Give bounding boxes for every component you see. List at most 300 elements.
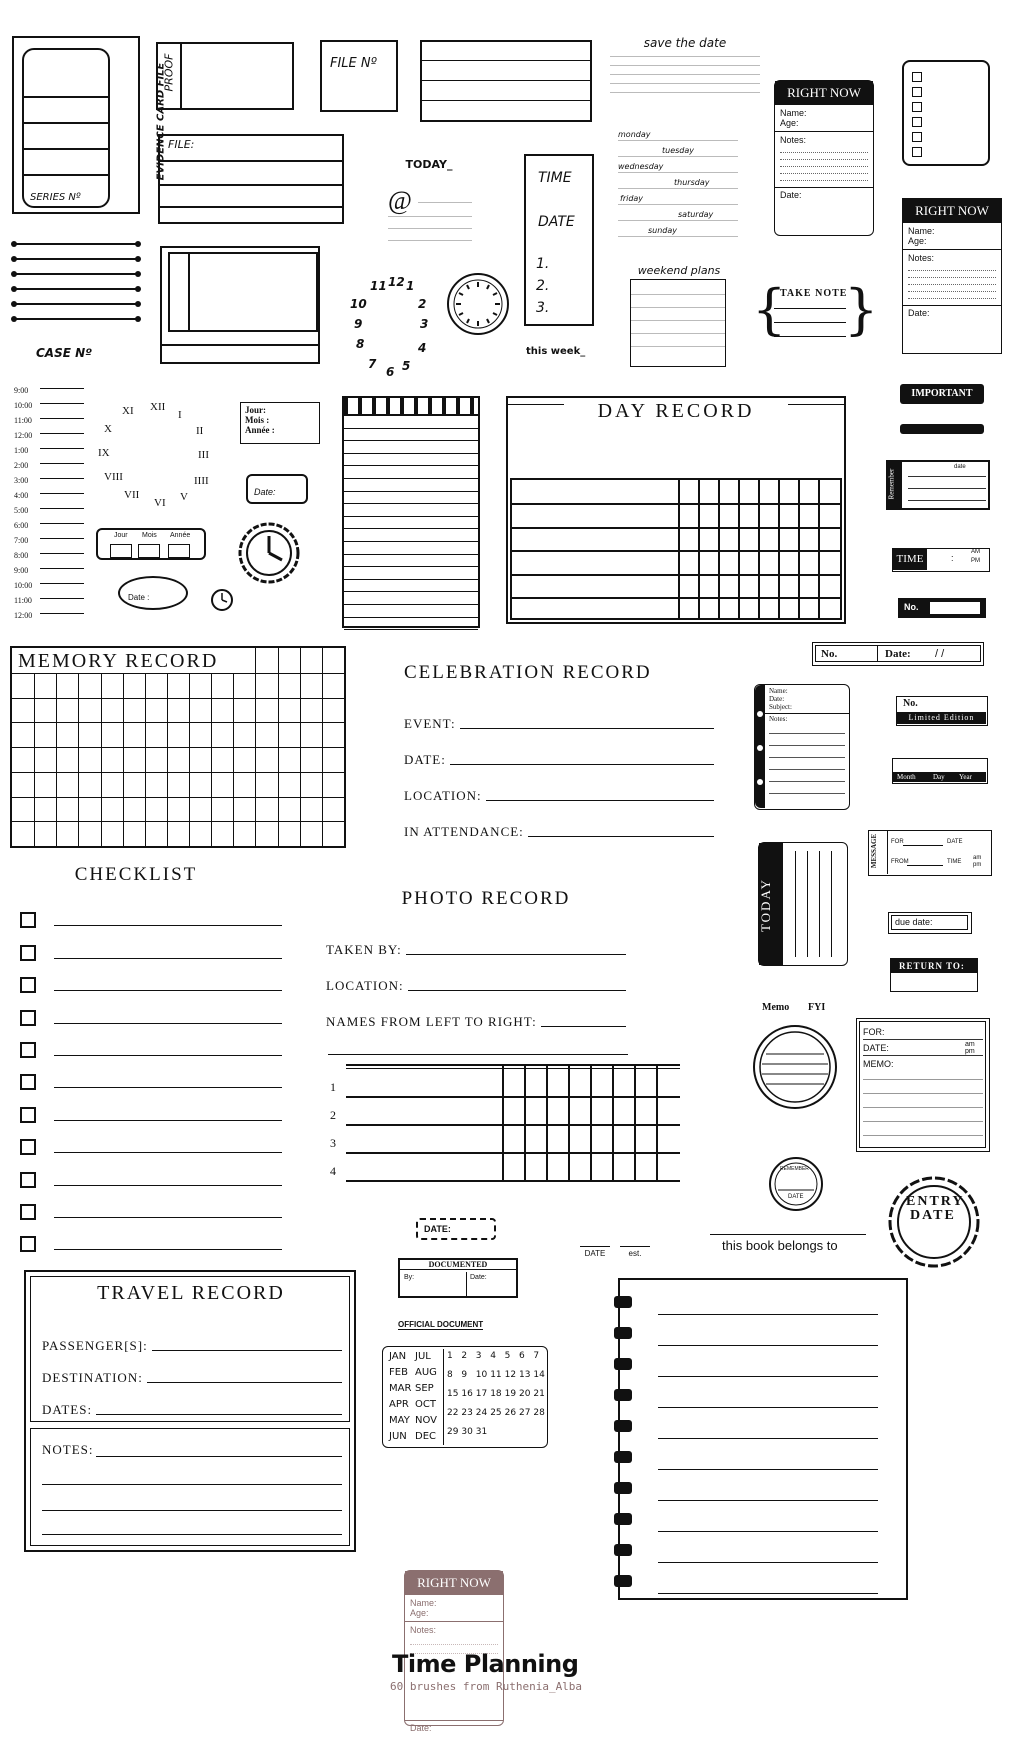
weekdays-block bbox=[618, 130, 744, 254]
remember-date-stamp bbox=[768, 1156, 824, 1212]
memo-date-label: DATE: bbox=[863, 1043, 889, 1053]
watermark-right-now-title: RIGHT NOW bbox=[405, 1571, 503, 1595]
time-label: 10:00 bbox=[14, 401, 33, 410]
time-row bbox=[14, 395, 84, 410]
watermark-date: Date: bbox=[410, 1723, 432, 1733]
time-row bbox=[14, 470, 84, 485]
message-for-label: FOR bbox=[891, 839, 904, 845]
roman-7: VII bbox=[124, 489, 140, 501]
day-wednesday: wednesday bbox=[618, 162, 664, 171]
evidence-card-sketch bbox=[12, 36, 167, 216]
spiral-line bbox=[658, 1500, 878, 1501]
annee-box-label: Année bbox=[170, 532, 191, 539]
watermark-notes: Notes: bbox=[410, 1625, 437, 1635]
roman-1: I bbox=[178, 409, 182, 421]
time-am-pm-tag: TIME : AM PM bbox=[892, 548, 990, 572]
right-now-name-1: Name: bbox=[780, 108, 807, 118]
photo-field-input[interactable] bbox=[406, 954, 626, 955]
right-now-title-2: RIGHT NOW bbox=[903, 199, 1001, 223]
time-row bbox=[14, 485, 84, 500]
calendar-day[interactable]: 30 bbox=[461, 1427, 473, 1437]
checklist-line[interactable] bbox=[54, 1055, 282, 1056]
celebration-title: CELEBRATION RECORD bbox=[404, 662, 652, 683]
spiral-ring bbox=[614, 1327, 632, 1339]
file-box bbox=[158, 134, 344, 224]
photo-record bbox=[326, 888, 686, 1188]
calendar-day[interactable]: 22 bbox=[447, 1408, 459, 1418]
checklist-row bbox=[20, 961, 282, 993]
photo-field-label: NAMES FROM LEFT TO RIGHT: bbox=[326, 1014, 537, 1029]
day-label: Day bbox=[933, 773, 945, 781]
checklist-line[interactable] bbox=[54, 1023, 282, 1024]
file-label: FILE: bbox=[168, 138, 195, 151]
this-week-label: this week_ bbox=[526, 346, 586, 357]
jour-label: Jour: bbox=[245, 405, 266, 415]
checklist-line[interactable] bbox=[54, 1087, 282, 1088]
photo-field-input[interactable] bbox=[408, 990, 626, 991]
celebration-field-input[interactable] bbox=[460, 728, 714, 729]
time-label: 11:00 bbox=[14, 596, 32, 605]
pin-lines bbox=[10, 240, 142, 330]
return-to-tag bbox=[890, 958, 978, 992]
notes-card-subject: Subject: bbox=[769, 703, 792, 711]
calendar-day[interactable]: 11 bbox=[490, 1370, 502, 1380]
year-label: Year bbox=[959, 773, 972, 781]
checkbox-card bbox=[902, 60, 990, 166]
calendar-day[interactable]: 2 bbox=[461, 1351, 468, 1361]
travel-field bbox=[42, 1354, 342, 1386]
limited-edition-tag bbox=[896, 696, 988, 726]
day-friday: friday bbox=[620, 194, 644, 203]
right-now-card-1 bbox=[774, 80, 874, 236]
date-stamp-label: DATE bbox=[788, 1194, 804, 1200]
celebration-field-input[interactable] bbox=[528, 836, 714, 837]
travel-field-input[interactable] bbox=[96, 1414, 342, 1415]
time-row bbox=[14, 380, 84, 395]
hourly-list bbox=[14, 380, 84, 620]
calendar-month: FEB bbox=[389, 1367, 408, 1378]
date-est-date: DATE bbox=[580, 1246, 610, 1258]
memory-record-title: MEMORY RECORD bbox=[18, 650, 219, 672]
celebration-field-input[interactable] bbox=[450, 764, 714, 765]
date-plaque bbox=[246, 474, 308, 504]
stamp-clock-icon bbox=[238, 522, 300, 584]
clock-num-2: 2 bbox=[418, 297, 427, 311]
weekend-plans-label: weekend plans bbox=[637, 264, 721, 277]
day-thursday: thursday bbox=[674, 178, 710, 187]
calendar-day[interactable]: 23 bbox=[461, 1408, 473, 1418]
time-label: 12:00 bbox=[14, 431, 33, 440]
watermark-title: Time Planning bbox=[392, 1650, 579, 1678]
message-tag bbox=[868, 830, 992, 876]
checkbox[interactable] bbox=[20, 1172, 36, 1188]
due-date-label: due date: bbox=[895, 917, 933, 927]
no-tag bbox=[898, 598, 986, 618]
take-note-block: { } TAKE NOTE bbox=[752, 278, 879, 341]
clock-num-4: 4 bbox=[418, 341, 427, 355]
calendar-month: MAR bbox=[389, 1383, 412, 1394]
num-3: 3. bbox=[536, 300, 550, 316]
checklist-row bbox=[20, 1123, 282, 1155]
celebration-field bbox=[404, 696, 714, 732]
limited-edition-label: Limited Edition bbox=[897, 712, 986, 724]
spiral-line bbox=[658, 1314, 878, 1315]
checklist-row bbox=[20, 993, 282, 1025]
checklist bbox=[20, 864, 282, 1244]
clock-num-10: 10 bbox=[350, 297, 367, 311]
calendar-day[interactable]: 26 bbox=[504, 1408, 517, 1418]
annee-label: Année : bbox=[245, 425, 275, 435]
right-now-card-2 bbox=[902, 198, 1002, 354]
checklist-row bbox=[20, 1090, 282, 1122]
calendar-month: JUL bbox=[415, 1351, 431, 1362]
calendar-day[interactable]: 10 bbox=[475, 1370, 488, 1380]
travel-field-label: DESTINATION: bbox=[42, 1370, 143, 1385]
calendar-month: JUN bbox=[389, 1431, 407, 1442]
checkbox[interactable] bbox=[20, 1139, 36, 1155]
checklist-title: CHECKLIST bbox=[74, 864, 198, 885]
no-date-slashes: / / bbox=[935, 648, 945, 660]
photo-record-title: PHOTO RECORD bbox=[401, 888, 571, 909]
calendar-day[interactable]: 6 bbox=[519, 1351, 525, 1361]
date-dashed-tag bbox=[416, 1218, 496, 1240]
calendar-month: NOV bbox=[415, 1415, 438, 1426]
checklist-row bbox=[20, 1058, 282, 1090]
checklist-row bbox=[20, 1220, 282, 1252]
roman-8: VIII bbox=[104, 471, 123, 483]
checklist-line[interactable] bbox=[54, 990, 282, 991]
clock-num-6: 6 bbox=[386, 365, 395, 379]
right-now-notes-1: Notes: bbox=[780, 135, 807, 145]
remember-stamp-label: REMEMBER bbox=[780, 1166, 809, 1172]
roman-clock-icon bbox=[446, 272, 510, 336]
clock-num-8: 8 bbox=[356, 337, 365, 351]
proof-label: PROOF bbox=[162, 53, 176, 92]
time-row bbox=[14, 425, 84, 440]
notepad-torn bbox=[342, 396, 480, 628]
evidence-card-label: EVIDENCE CARD FILE bbox=[155, 62, 167, 181]
calendar-day[interactable]: 16 bbox=[461, 1389, 473, 1399]
checklist-line[interactable] bbox=[54, 958, 282, 959]
celebration-field-label: DATE: bbox=[404, 752, 446, 767]
travel-field-label: DATES: bbox=[42, 1402, 93, 1417]
celebration-record bbox=[404, 662, 714, 838]
calendar-day[interactable]: 15 bbox=[447, 1389, 459, 1399]
right-now-name-2: Name: bbox=[908, 226, 935, 236]
ornate-date-tag bbox=[118, 576, 188, 610]
calendar-day[interactable]: 14 bbox=[533, 1370, 545, 1380]
time-label: 8:00 bbox=[14, 551, 29, 560]
checklist-row bbox=[20, 1026, 282, 1058]
due-date-tag bbox=[888, 912, 972, 934]
spiral-line bbox=[658, 1593, 878, 1594]
time-label: 1:00 bbox=[14, 446, 29, 455]
entry-date-stamp bbox=[888, 1176, 980, 1268]
right-now-age-1: Age: bbox=[780, 118, 799, 128]
time-row bbox=[14, 440, 84, 455]
mois-label: Mois : bbox=[245, 415, 270, 425]
photo-field-label: LOCATION: bbox=[326, 978, 404, 993]
spiral-line bbox=[658, 1345, 878, 1346]
pm-label: PM bbox=[971, 558, 980, 564]
photo-field bbox=[326, 922, 626, 958]
checklist-line[interactable] bbox=[54, 1120, 282, 1121]
jour-mois-annee-tag bbox=[240, 402, 320, 444]
roman-numeral-clock bbox=[98, 398, 218, 514]
clock-num-1: 1 bbox=[406, 279, 415, 293]
time-label: 10:00 bbox=[14, 581, 33, 590]
day-tuesday: tuesday bbox=[662, 146, 695, 155]
today-side-label: TODAY bbox=[758, 877, 774, 933]
calendar-day[interactable]: 19 bbox=[504, 1389, 517, 1399]
checklist-line[interactable] bbox=[54, 1185, 282, 1186]
watermark-age: Age: bbox=[410, 1608, 429, 1618]
calendar-month: OCT bbox=[415, 1399, 436, 1410]
day-sunday: sunday bbox=[648, 226, 678, 235]
checkbox[interactable] bbox=[20, 945, 36, 961]
checkbox[interactable] bbox=[20, 912, 36, 928]
checkbox[interactable] bbox=[20, 1010, 36, 1026]
time-label: 4:00 bbox=[14, 491, 29, 500]
calendar-day[interactable]: 8 bbox=[447, 1370, 453, 1380]
important-label: IMPORTANT bbox=[911, 388, 973, 399]
right-now-notes-2: Notes: bbox=[908, 253, 935, 263]
double-sketch-box bbox=[160, 246, 320, 364]
calendar-card bbox=[382, 1346, 548, 1448]
photo-field bbox=[326, 958, 626, 994]
checklist-row bbox=[20, 928, 282, 960]
calendar-day[interactable]: 9 bbox=[461, 1370, 468, 1380]
calendar-day[interactable]: 27 bbox=[519, 1408, 531, 1418]
calendar-day[interactable]: 1 bbox=[447, 1351, 453, 1361]
calendar-month: MAY bbox=[389, 1415, 410, 1426]
time-row bbox=[14, 530, 84, 545]
calendar-day[interactable]: 21 bbox=[533, 1389, 545, 1399]
lined-sketch-box bbox=[420, 40, 592, 122]
remember-label: Remember bbox=[887, 468, 896, 500]
spiral-ring bbox=[614, 1575, 632, 1587]
celebration-field-label: EVENT: bbox=[404, 716, 456, 731]
month-label: Month bbox=[897, 773, 916, 781]
travel-notes-label: NOTES: bbox=[42, 1442, 94, 1457]
memo-ampm-label: am pm bbox=[965, 1041, 975, 1055]
calendar-day[interactable]: 4 bbox=[490, 1351, 496, 1361]
no-date-date-label: Date: bbox=[885, 648, 911, 660]
checklist-line[interactable] bbox=[54, 1217, 282, 1218]
spiral-ring bbox=[614, 1296, 632, 1308]
time-row bbox=[14, 575, 84, 590]
time-label: 3:00 bbox=[14, 476, 29, 485]
day-monday: monday bbox=[618, 130, 651, 139]
roman-11: XI bbox=[122, 405, 134, 417]
documented-by: By: bbox=[404, 1274, 415, 1281]
message-date-label: DATE bbox=[947, 839, 963, 845]
time-label: TIME bbox=[538, 170, 572, 186]
official-document-label: OFFICIAL DOCUMENT bbox=[398, 1320, 484, 1329]
travel-field-input[interactable] bbox=[152, 1350, 342, 1351]
time-label: 9:00 bbox=[14, 386, 29, 395]
message-time-label: TIME bbox=[947, 859, 962, 865]
photo-row-number: 2 bbox=[330, 1108, 336, 1122]
documented-label: DOCUMENTED bbox=[400, 1260, 516, 1270]
watermark-subtitle: 60 brushes from Ruthenia_Alba bbox=[390, 1680, 583, 1693]
am-label: AM bbox=[971, 549, 980, 555]
checklist-line[interactable] bbox=[54, 925, 282, 926]
calendar-month: AUG bbox=[415, 1367, 437, 1378]
checklist-row bbox=[20, 896, 282, 928]
calendar-day[interactable]: 29 bbox=[447, 1427, 459, 1437]
entry-label: ENTRY bbox=[906, 1194, 965, 1209]
checkbox[interactable] bbox=[20, 977, 36, 993]
time-label: 6:00 bbox=[14, 521, 29, 530]
save-the-date-block bbox=[610, 36, 760, 116]
photo-field-label: TAKEN BY: bbox=[326, 942, 402, 957]
right-now-title-1: RIGHT NOW bbox=[775, 81, 873, 105]
calendar-month: JAN bbox=[389, 1351, 407, 1362]
calendar-day[interactable]: 17 bbox=[475, 1389, 488, 1399]
spiral-line bbox=[658, 1438, 878, 1439]
photo-row-number: 4 bbox=[330, 1164, 336, 1178]
memo-fyi-circle bbox=[752, 1002, 838, 1122]
calendar-day[interactable]: 31 bbox=[475, 1427, 488, 1437]
clock-num-7: 7 bbox=[368, 357, 377, 371]
spiral-ring bbox=[614, 1389, 632, 1401]
documented-date: Date: bbox=[470, 1274, 487, 1281]
time-row bbox=[14, 545, 84, 560]
day-saturday: saturday bbox=[678, 210, 714, 219]
clock-num-5: 5 bbox=[402, 359, 411, 373]
memo-form bbox=[856, 1018, 990, 1152]
checkbox[interactable] bbox=[20, 1107, 36, 1123]
today-label: TODAY_ bbox=[405, 158, 453, 171]
time-label: 9:00 bbox=[14, 566, 29, 575]
spiral-notebook-page bbox=[618, 1278, 908, 1600]
checkbox[interactable] bbox=[20, 1204, 36, 1220]
calendar-day[interactable]: 7 bbox=[533, 1351, 540, 1361]
spiral-ring bbox=[614, 1451, 632, 1463]
belongs-to-label: this book belongs to bbox=[722, 1238, 838, 1253]
clock-num-3: 3 bbox=[420, 317, 429, 331]
time-label: 12:00 bbox=[14, 611, 33, 620]
time-date-box bbox=[524, 154, 594, 326]
calendar-day[interactable]: 3 bbox=[475, 1351, 482, 1361]
roman-2: II bbox=[196, 425, 204, 437]
jour-box-label: Jour bbox=[114, 532, 128, 539]
remember-date-label: date bbox=[954, 464, 966, 470]
checkbox[interactable] bbox=[20, 1074, 36, 1090]
travel-field bbox=[42, 1386, 342, 1418]
calendar-day[interactable]: 28 bbox=[533, 1408, 545, 1418]
celebration-field bbox=[404, 804, 714, 840]
no-date-tag bbox=[812, 642, 984, 666]
time-row bbox=[14, 560, 84, 575]
fyi-label: FYI bbox=[808, 1002, 826, 1013]
message-ampm-label: am pm bbox=[973, 855, 982, 868]
time-label: 7:00 bbox=[14, 536, 29, 545]
celebration-field bbox=[404, 732, 714, 768]
memo-label: Memo bbox=[762, 1002, 790, 1013]
mois-box-label: Mois bbox=[142, 532, 157, 539]
calendar-day[interactable]: 12 bbox=[504, 1370, 517, 1380]
travel-field-label: PASSENGER[S]: bbox=[42, 1338, 148, 1353]
travel-field bbox=[42, 1322, 342, 1354]
roman-12: XII bbox=[150, 401, 166, 413]
day-record-title: DAY RECORD bbox=[597, 400, 755, 422]
belongs-to-line bbox=[710, 1234, 866, 1235]
right-now-age-2: Age: bbox=[908, 236, 927, 246]
time-label: 2:00 bbox=[14, 461, 29, 470]
watermark-right-now-card bbox=[404, 1570, 504, 1733]
photo-field-input[interactable] bbox=[541, 1026, 626, 1027]
notes-card-date: Date: bbox=[769, 695, 785, 703]
date-est-est: est. bbox=[620, 1246, 650, 1258]
calendar-day[interactable]: 5 bbox=[504, 1351, 511, 1361]
calendar-month: APR bbox=[389, 1399, 409, 1410]
celebration-field-label: IN ATTENDANCE: bbox=[404, 824, 524, 839]
num-1: 1. bbox=[536, 256, 550, 272]
checkbox[interactable] bbox=[20, 1236, 36, 1252]
entry-date-label: DATE bbox=[910, 1208, 956, 1223]
message-from-label: FROM bbox=[891, 859, 909, 865]
clock-num-11: 11 bbox=[370, 279, 387, 293]
return-to-label: RETURN TO: bbox=[891, 959, 977, 973]
case-no-label: CASE Nº bbox=[36, 346, 92, 360]
watermark-name: Name: bbox=[410, 1598, 437, 1608]
photo-row-number: 1 bbox=[330, 1080, 336, 1094]
celebration-field-input[interactable] bbox=[486, 800, 714, 801]
calendar-day[interactable]: 18 bbox=[490, 1389, 502, 1399]
take-note-label: TAKE NOTE bbox=[780, 288, 848, 299]
right-now-date-2: Date: bbox=[908, 308, 930, 318]
notes-card-name: Name: bbox=[769, 687, 788, 695]
calendar-day[interactable]: 24 bbox=[475, 1408, 488, 1418]
remember-tag bbox=[886, 460, 990, 510]
checklist-line[interactable] bbox=[54, 1249, 282, 1250]
black-bar-tag bbox=[900, 424, 984, 434]
spiral-line bbox=[658, 1562, 878, 1563]
spiral-line bbox=[658, 1469, 878, 1470]
celebration-field-label: LOCATION: bbox=[404, 788, 482, 803]
small-clock-icon bbox=[210, 588, 234, 612]
spiral-ring bbox=[614, 1544, 632, 1556]
file-no-box bbox=[320, 40, 398, 112]
today-sidebar-card bbox=[758, 842, 848, 966]
calendar-day[interactable]: 25 bbox=[490, 1408, 502, 1418]
binder-notes-card bbox=[754, 684, 850, 810]
spiral-ring bbox=[614, 1358, 632, 1370]
time-row bbox=[14, 605, 84, 620]
no-date-no-label: No. bbox=[821, 648, 838, 660]
spiral-ring bbox=[614, 1513, 632, 1525]
checkbox[interactable] bbox=[20, 1042, 36, 1058]
calendar-day[interactable]: 13 bbox=[519, 1370, 531, 1380]
documented-tag bbox=[398, 1258, 518, 1298]
roman-5: V bbox=[180, 491, 188, 503]
message-label: MESSAGE bbox=[870, 833, 879, 869]
ornate-date-label: Date : bbox=[128, 593, 150, 602]
date-plaque-label: Date: bbox=[254, 487, 276, 497]
calendar-day[interactable]: 20 bbox=[519, 1389, 531, 1399]
spiral-line bbox=[658, 1376, 878, 1377]
checklist-line[interactable] bbox=[54, 1152, 282, 1153]
file-no-label: FILE Nº bbox=[330, 56, 377, 71]
travel-field-input[interactable] bbox=[147, 1382, 342, 1383]
travel-title: TRAVEL RECORD bbox=[97, 1282, 285, 1304]
calendar-month: SEP bbox=[415, 1383, 434, 1394]
clock-num-9: 9 bbox=[354, 317, 363, 331]
proof-box bbox=[156, 42, 294, 110]
checklist-row bbox=[20, 1188, 282, 1220]
